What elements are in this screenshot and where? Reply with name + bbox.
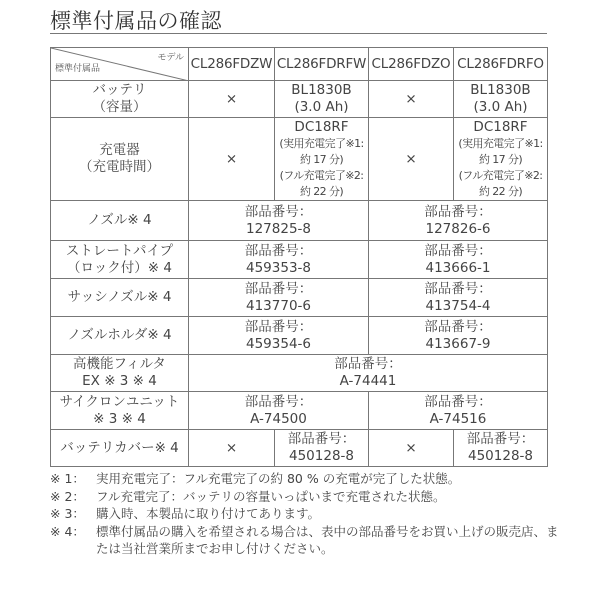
row-cyclone [51,392,548,430]
part-number: 450128-8 [289,448,354,464]
sash-nozzle-o-part [369,279,548,317]
part-number-label: 部品番号： [424,242,492,259]
part-number: 413754-4 [425,297,491,314]
part-number-label: 部品番号： [244,318,313,335]
charge-note: 約 17 分) [478,152,523,166]
charge-note: (フル充電完了※2: [458,168,543,182]
straight-pipe-o-part [369,241,548,279]
charger-fdrfo [454,118,548,201]
part-number-label: 部品番号： [244,203,313,220]
part-number-label: 部品番号： [244,280,313,297]
footnote-text: フル充電完了：バッテリの容量いっぱいまで充電された状態。 [96,488,446,504]
footnote-mark: ※ 2： [50,488,85,504]
footnote-text: 標準付属品の購入を希望される場合は、表中の部品番号をお買い上げの販売店、または当社営業所までお申し付けください。 [96,523,559,556]
model-header-cl286fdrfo: CL286FDRFO [454,48,548,81]
straight-pipe-w-part [189,241,369,279]
title-underline [50,33,547,34]
model-header-cl286fdzw: CL286FDZW [189,48,275,81]
accessories-table [50,47,548,467]
row-label-charger [51,118,189,201]
part-number-label: 部品番号： [287,431,356,447]
footnote-3 [50,505,570,523]
footnote-mark: ※ 1： [50,471,85,486]
part-number-label: 部品番号： [244,242,313,259]
part-number: 127826-6 [425,220,491,237]
row-nozzle [51,201,548,241]
charge-note: (実用充電完了※1: [279,136,364,150]
row-label-nozzle: ノズル※ 4 [51,201,189,241]
row-label-nozzle-holder: ノズルホルダ※ 4 [51,317,189,355]
charger-fdzw: × [189,118,275,201]
charger-model: DC18RF [473,118,528,135]
part-number: 127825-8 [246,220,311,237]
charge-note: (フル充電完了※2: [279,168,364,182]
part-number-label: 部品番号： [424,203,492,220]
part-number-label: 部品番号： [424,280,492,297]
header-row [51,48,548,81]
row-battery-cover [51,430,548,467]
part-number: 459353-8 [246,259,311,276]
charge-note: 約 22 分) [478,184,523,198]
battery-capacity: (3.0 Ah) [473,99,528,115]
model-header-cl286fdrfw: CL286FDRFW [275,48,369,81]
part-number-label: 部品番号： [334,356,402,372]
footnote-1 [50,470,570,488]
row-label-cyclone [51,392,189,430]
part-number: 450128-8 [468,448,533,464]
row-label-battery [51,81,189,118]
label-line: （ロック付）※ 4 [67,259,172,276]
part-number: 459354-6 [246,335,311,352]
label-line: バッテリ [92,82,147,98]
row-battery [51,81,548,118]
header-corner-cell [51,48,189,81]
part-number-label: 部品番号： [424,393,492,410]
row-label-sash-nozzle: サッシノズル※ 4 [51,279,189,317]
footnote-mark: ※ 3： [50,506,85,521]
nozzle-o-part [369,201,548,241]
charge-note: (実用充電完了※1: [458,136,543,150]
footnote-text: 実用充電完了：フル充電完了の約 80 % の充電が完了した状態。 [96,471,461,486]
part-number: A-74516 [429,410,487,427]
row-nozzle-holder [51,317,548,355]
label-line: （充電時間） [79,159,160,175]
label-line: EX ※ 3 ※ 4 [82,373,157,389]
charger-fdrfw [275,118,369,201]
battery-capacity: (3.0 Ah) [294,99,349,115]
battery-fdzw: × [189,81,275,118]
row-label-filter [51,355,189,392]
battery-model: BL1830B [470,82,531,98]
row-filter [51,355,548,392]
part-number: 413770-6 [246,297,311,314]
cyclone-o-part [369,392,548,430]
part-number: A-74441 [339,373,397,389]
page-title: 標準付属品の確認 [50,9,222,33]
battery-fdrfw [275,81,369,118]
label-line: サイクロンユニット [59,393,180,410]
part-number-label: 部品番号： [424,318,492,335]
label-line: （容量） [92,99,147,115]
cyclone-w-part [189,392,369,430]
sash-nozzle-w-part [189,279,369,317]
footnote-mark: ※ 4： [50,523,85,539]
battery-cover-fdzo: × [369,430,454,467]
battery-cover-fdzw: × [189,430,275,467]
part-number: A-74500 [250,410,307,427]
battery-model: BL1830B [291,82,352,98]
label-line: ストレートパイプ [65,242,174,259]
row-straight-pipe [51,241,548,279]
battery-cover-fdrfo [454,430,548,467]
label-line: 高機能フィルタ [73,356,166,372]
model-axis-label: モデル [157,53,184,63]
nozzle-holder-w-part [189,317,369,355]
footnote-2 [50,488,570,506]
label-line: ※ 3 ※ 4 [93,410,146,427]
footnote-4 [50,523,570,558]
model-header-cl286fdzo: CL286FDZO [369,48,454,81]
charge-note: 約 17 分) [299,152,344,166]
battery-fdrfo [454,81,548,118]
row-sash-nozzle [51,279,548,317]
footnote-text: 購入時、本製品に取り付けてあります。 [96,506,321,521]
charger-fdzo: × [369,118,454,201]
row-label-straight-pipe [51,241,189,279]
battery-cover-fdrfw [275,430,369,467]
part-number: 413667-9 [425,335,491,352]
row-charger [51,118,548,201]
charge-note: 約 22 分) [299,184,344,198]
item-axis-label: 標準付属品 [55,64,101,74]
part-number: 413666-1 [425,259,491,276]
charger-model: DC18RF [294,118,349,135]
part-number-label: 部品番号： [466,431,535,447]
footnotes [50,470,570,558]
nozzle-holder-o-part [369,317,548,355]
row-label-battery-cover: バッテリカバー※ 4 [51,430,189,467]
filter-part [189,355,548,392]
nozzle-w-part [189,201,369,241]
part-number-label: 部品番号： [244,393,313,410]
battery-fdzo: × [369,81,454,118]
label-line: 充電器 [99,142,140,158]
